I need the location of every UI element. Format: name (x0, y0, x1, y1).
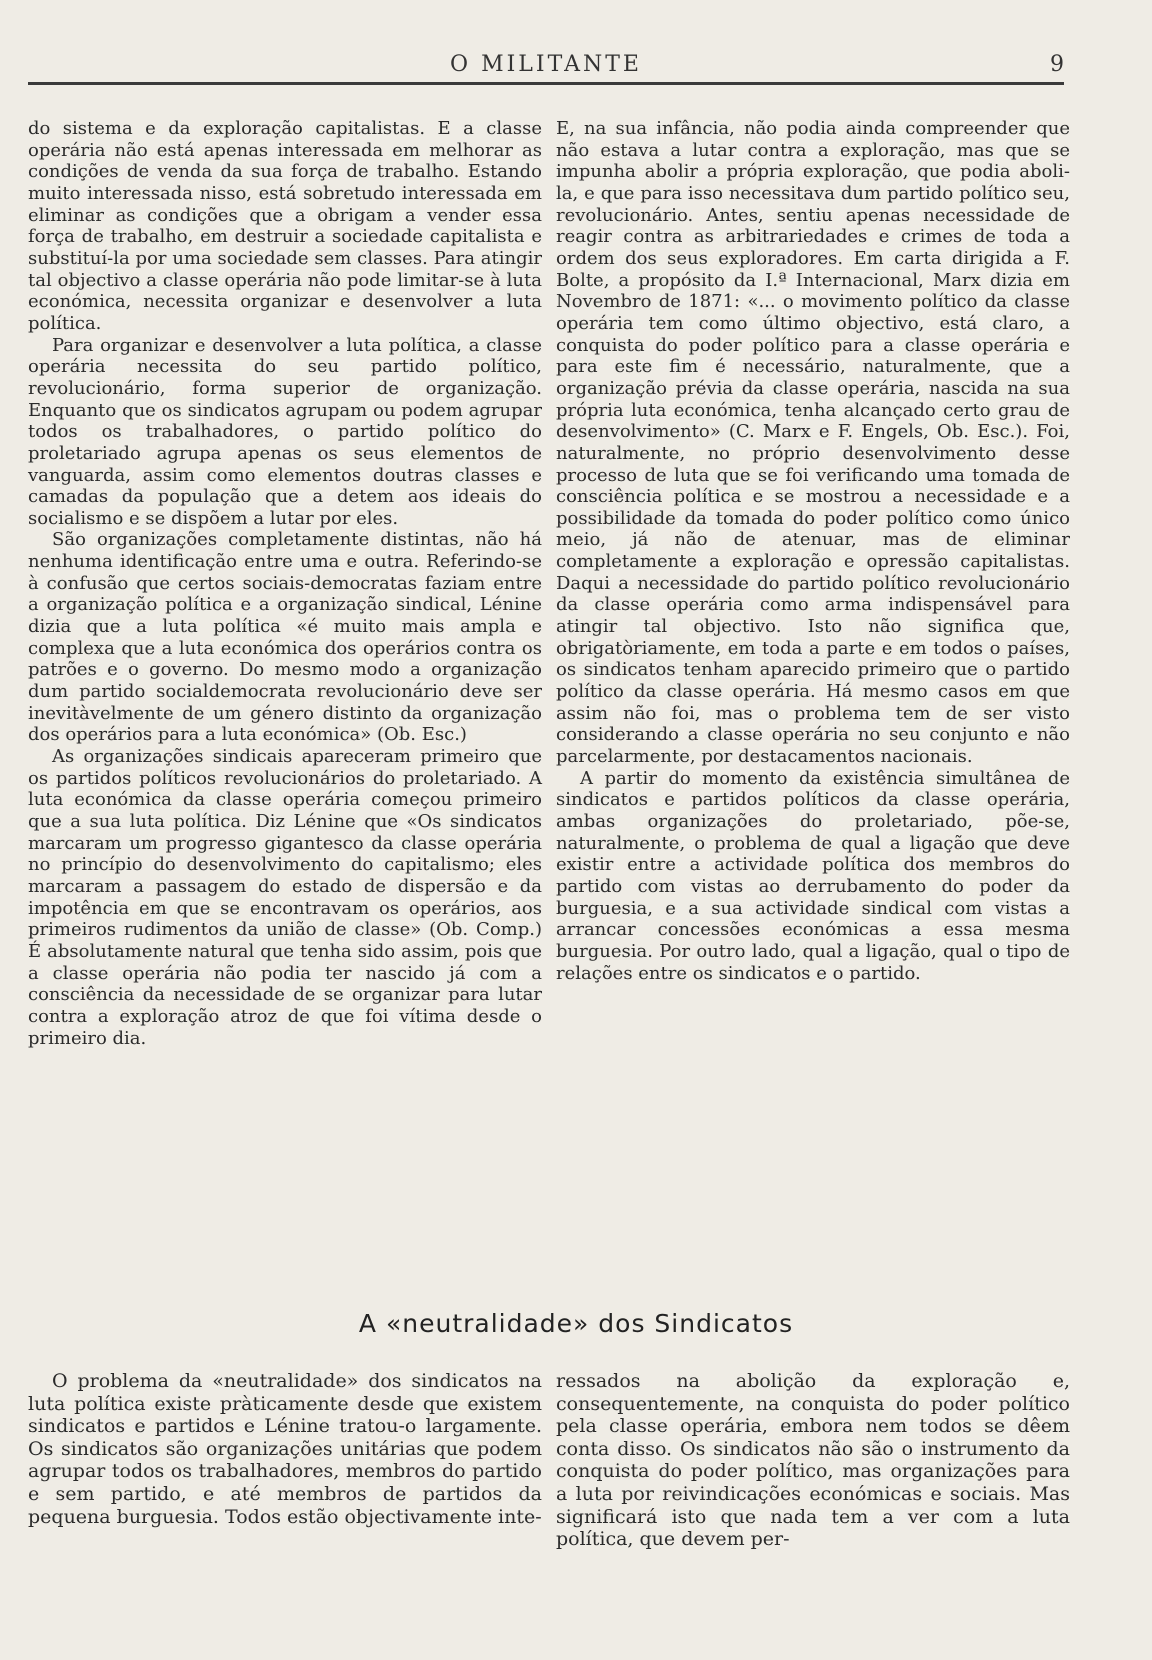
paragraph: O problema da «neutralidade» dos sindicatos na luta política existe pràticamente desde que existem sindicatos e partidos e Lénine tratou-o largamente. Os sindicatos são organizações unitárias que podem agrupar todos os trabalhadores, membros do partido e sem partido, e até membros de partidos da pequena burguesia. Todos estão objectivamente inte- (28, 1370, 542, 1528)
paragraph: São organizações completamente distintas, não há nenhuma identificação entre uma e outra. Referindo-se à confusão que certos sociais-democratas faziam entre a organização política e a organização sindical, Lénine dizia que a luta política «é muito mais ampla e complexa que a luta económica dos operários contra os patrões e o governo. Do mesmo modo a organização dum partido socialdemocrata revolucionário deve ser inevitàvelmente de um género distinto da organização dos operários para a luta económica» (Ob. Esc.) (28, 529, 542, 746)
paragraph: A partir do momento da existência simultânea de sindicatos e partidos políticos da classe operária, ambas organizações do proletariado, põe-se, naturalmente, o problema de qual a ligação que deve existir entre a actividade política dos membros do partido com vistas ao derrubamento do poder da burguesia, e a sua actividade sindical com vistas a arrancar concessões económicas a essa mesma burguesia. Por outro lado, qual a ligação, qual o tipo de relações entre os sindicatos e o partido. (556, 767, 1070, 984)
page-header (28, 48, 1064, 84)
page-number: 9 (1050, 52, 1064, 77)
paragraph: Para organizar e desenvolver a luta política, a classe operária necessita do seu partido político, revolucionário, forma superior de organização. Enquanto que os sindicatos agrupam ou podem agrupar todos os trabalhadores, o partido político do proletariado agrupa apenas os seus elementos de vanguarda, assim como elementos doutras classes e camadas da população que a detem aos ideais do socialismo e se dispõem a lutar por eles. (28, 334, 542, 529)
section-heading: A «neutralidade» dos Sindicatos (358, 1309, 794, 1338)
paragraph: E, na sua infância, não podia ainda compreender que não estava a lutar contra a exploração, mas que se impunha abolir a própria exploração, que podia aboli-la, e que para isso necessitava dum partido político seu, revolucionário. Antes, sentiu apenas necessidade de reagir contra as arbitrariedades e crimes de toda a ordem dos seus exploradores. Em carta dirigida a F. Bolte, a propósito da I.ª Internacional, Marx dizia em Novembro de 1871: «... o movimento político da classe operária tem como último objectivo, está claro, a conquista do poder político para a classe operária e para este fim é necessário, naturalmente, que a organização prévia da classe operária, nascida na sua própria luta económica, tenha alcançado certo grau de desenvolvimento» (C. Marx e F. Engels, Ob. Esc.). Foi, naturalmente, no próprio desenvolvimento desse processo de luta que se foi verificando uma tomada de consciência política e se mostrou a necessidade e a possibilidade da tomada do poder político como único meio, já não de atenuar, mas de eliminar completamente a exploração e opressão capitalistas. Daqui a necessidade do partido político revolucionário da classe operária como arma indispensável para atingir tal objectivo. Isto não significa que, obrigatòriamente, em toda a parte e em todos o países, os sindicatos tenham aparecido primeiro que o partido político da classe operária. Há mesmo casos em que assim não foi, mas o problema tem de ser visto considerando a classe operária no seu conjunto e não parcelarmente, por destacamentos nacionais. (556, 118, 1070, 768)
section-left-column (28, 1370, 542, 1528)
left-column (28, 118, 542, 1049)
paragraph: do sistema e da exploração capitalistas. E a classe operária não está apenas interessada em melhorar as condições de venda da sua força de trabalho. Estando muito interessada nisso, está sobretudo interessada em eliminar as condições que a obrigam a vender essa força de trabalho, em destruir a sociedade capitalista e substituí-la por uma sociedade sem classes. Para atingir tal objectivo a classe operária não pode limitar-se à luta económica, necessita organizar e desenvolver a luta política. (28, 118, 542, 334)
paragraph: ressados na abolição da exploração e, consequentemente, na conquista do poder político pela classe operária, embora nem todos se dêem conta disso. Os sindicatos não são o instrumento da conquista do poder político, mas organizações para a luta por reivindicações económicas e sociais. Mas significará isto que nada tem a ver com a luta política, que devem per- (556, 1370, 1070, 1551)
publication-title: O MILITANTE (450, 52, 642, 77)
right-column (556, 118, 1070, 984)
header-rule (28, 82, 1064, 85)
paragraph: As organizações sindicais apareceram primeiro que os partidos políticos revolucionários do proletariado. A luta económica da classe operária começou primeiro que a sua luta política. Diz Lénine que «Os sindicatos marcaram um progresso gigantesco da classe operária no princípio do desenvolvimento do capitalismo; eles marcaram a passagem do estado de dispersão e da impotência em que se encontravam os operários, aos primeiros rudimentos da união de classe» (Ob. Comp.) É absolutamente natural que tenha sido assim, pois que a classe operária não podia ter nascido já com a consciência da necessidade de se organizar para lutar contra a exploração atroz de que foi vítima desde o primeiro dia. (28, 746, 542, 1049)
section-right-column (556, 1370, 1070, 1551)
